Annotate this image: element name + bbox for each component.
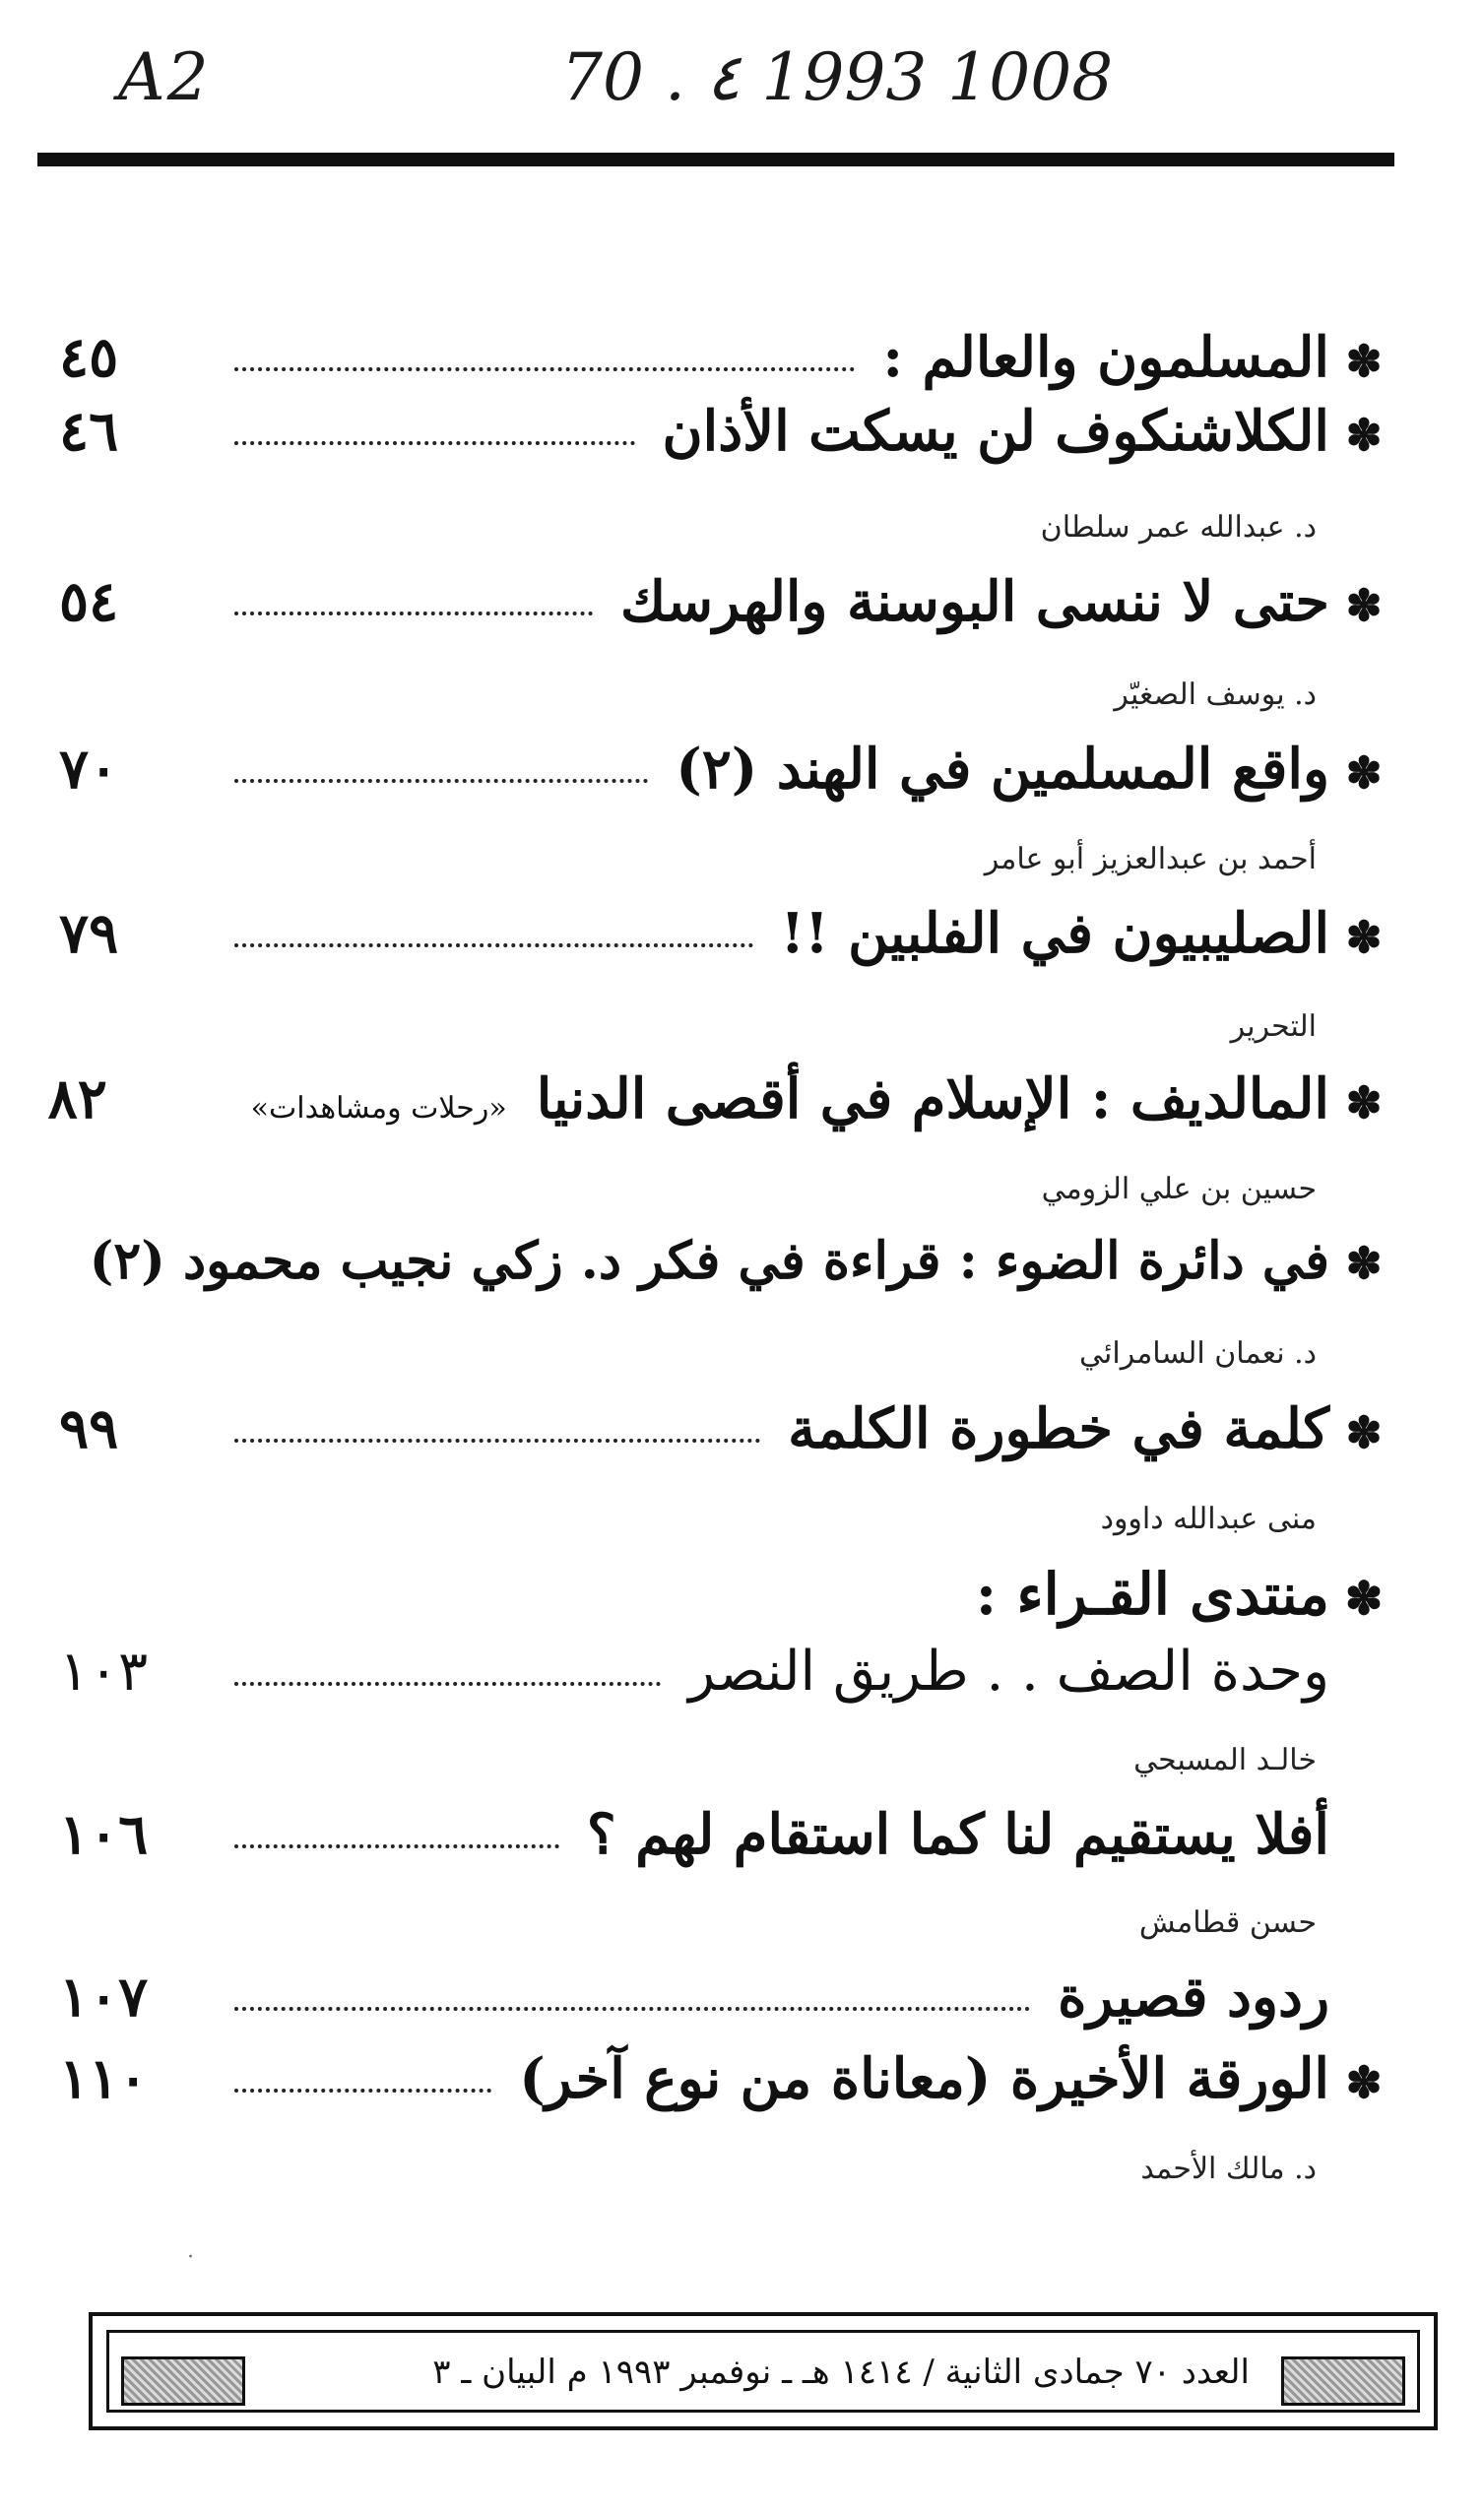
page-number xyxy=(0,1231,34,1291)
entry-author: د. مالك الأحمد xyxy=(1140,2152,1317,2186)
toc-entry[interactable] xyxy=(59,569,1398,634)
section-title: المسلمون والعالم : xyxy=(882,325,1329,390)
asterisk-icon: ✽ xyxy=(1345,1078,1383,1129)
toc-entry[interactable] xyxy=(59,399,1398,464)
page-number: ٤٦ xyxy=(59,399,119,464)
dot-leader xyxy=(234,1439,760,1443)
toc-section-muslims-world[interactable] xyxy=(59,325,1398,390)
entry-author: حسن قطامش xyxy=(1138,1905,1317,1940)
entry-note: «رحلات ومشاهدات» xyxy=(250,1091,507,1126)
toc-entry[interactable] xyxy=(59,1231,1398,1291)
entry-title: وحدة الصف . . طريق النصر xyxy=(688,1640,1329,1704)
toc-entry[interactable] xyxy=(59,1965,1398,2030)
dot-leader xyxy=(234,1844,559,1848)
page-number: ١٠٦ xyxy=(59,1802,149,1867)
entry-author: التحرير xyxy=(1230,1009,1317,1044)
asterisk-icon: ✽ xyxy=(1344,1572,1384,1625)
toc-entry[interactable] xyxy=(59,1802,1398,1867)
toc-entry[interactable] xyxy=(59,1396,1398,1461)
asterisk-icon: ✽ xyxy=(1345,337,1383,387)
entry-title: كلمة في خطورة الكلمة xyxy=(788,1396,1329,1461)
toc-entry[interactable] xyxy=(59,2046,1398,2111)
page-number: ٧٠ xyxy=(59,737,119,802)
handwritten-right-note: 70 . ٤ 1993 1008 xyxy=(561,39,1114,115)
asterisk-icon: ✽ xyxy=(1345,581,1383,631)
section-title: منتدى القـراء : xyxy=(975,1561,1329,1628)
entry-author: د. نعمان السامرائي xyxy=(1079,1336,1317,1371)
dot-leader xyxy=(234,367,855,371)
toc-entry[interactable] xyxy=(59,737,1398,802)
asterisk-icon: ✽ xyxy=(1345,1408,1383,1458)
entry-author: د. عبدالله عمر سلطان xyxy=(1040,510,1317,545)
entry-title: في دائرة الضوء : قراءة في فكر د. زكي نجيب محمود (٢) xyxy=(89,1231,1329,1291)
asterisk-icon: ✽ xyxy=(1345,411,1383,461)
scan-speck: · xyxy=(187,2245,194,2270)
toc-entry[interactable] xyxy=(59,901,1398,966)
page-number: ٧٩ xyxy=(59,901,119,966)
entry-title: الورقة الأخيرة (معاناة من نوع آخر) xyxy=(519,2046,1329,2111)
page-number: ٥٤ xyxy=(59,569,119,634)
toc-entry[interactable] xyxy=(47,1066,1398,1131)
entry-author: منى عبدالله داوود xyxy=(1100,1502,1317,1536)
entry-title: أفلا يستقيم لنا كما استقام لهم ؟ xyxy=(586,1802,1329,1867)
entry-author: د. يوسف الصغيّر xyxy=(1114,677,1317,712)
dot-leader xyxy=(234,779,648,783)
handwritten-left-note: A2 xyxy=(118,39,211,115)
footer-issue-info: العدد ٧٠ جمادى الثانية / ١٤١٤ هـ ـ نوفمبر ١٩٩٣ م البيان ـ ٣ xyxy=(432,2353,1250,2392)
entry-title: الكلاشنكوف لن يسكت الأذان xyxy=(662,399,1329,464)
footer-box xyxy=(89,2312,1438,2430)
entry-author: خالـد المسبحي xyxy=(1133,1743,1317,1777)
dot-leader xyxy=(234,441,635,445)
dot-leader xyxy=(234,2089,491,2093)
page-number: ١٠٧ xyxy=(59,1965,149,2030)
asterisk-icon: ✽ xyxy=(1345,1239,1383,1289)
footer-inner-frame xyxy=(106,2330,1420,2413)
asterisk-icon: ✽ xyxy=(1345,748,1383,799)
top-rule xyxy=(37,153,1394,166)
entry-title: المالديف : الإسلام في أقصى الدنيا xyxy=(536,1066,1329,1131)
entry-author: حسين بن علي الزومي xyxy=(1041,1172,1317,1206)
entry-title: حتى لا ننسى البوسنة والهرسك xyxy=(619,569,1329,634)
entry-title: واقع المسلمين في الهند (٢) xyxy=(676,737,1329,802)
toc-section-readers-forum[interactable] xyxy=(59,1561,1398,1628)
page-number: ٤٥ xyxy=(59,325,119,390)
dot-leader xyxy=(234,2007,1030,2011)
dot-leader xyxy=(234,612,593,615)
entry-author: أحمد بن عبدالعزيز أبو عامر xyxy=(984,842,1317,876)
asterisk-icon: ✽ xyxy=(1345,913,1383,963)
shaded-block-right xyxy=(1281,2356,1405,2406)
entry-title: الصليبيون في الفلبين !! xyxy=(780,901,1329,966)
entry-title: ردود قصيرة xyxy=(1058,1965,1329,2030)
asterisk-icon: ✽ xyxy=(1345,2058,1383,2108)
dot-leader xyxy=(234,1682,661,1686)
shaded-block-left xyxy=(121,2356,245,2406)
toc-entry[interactable] xyxy=(59,1640,1398,1704)
page-number: ٩٩ xyxy=(59,1396,119,1461)
page-number: ١١٠ xyxy=(59,2046,149,2111)
dot-leader xyxy=(234,943,753,947)
page-number: ٨٢ xyxy=(47,1066,107,1131)
page-number: ١٠٣ xyxy=(59,1640,149,1704)
